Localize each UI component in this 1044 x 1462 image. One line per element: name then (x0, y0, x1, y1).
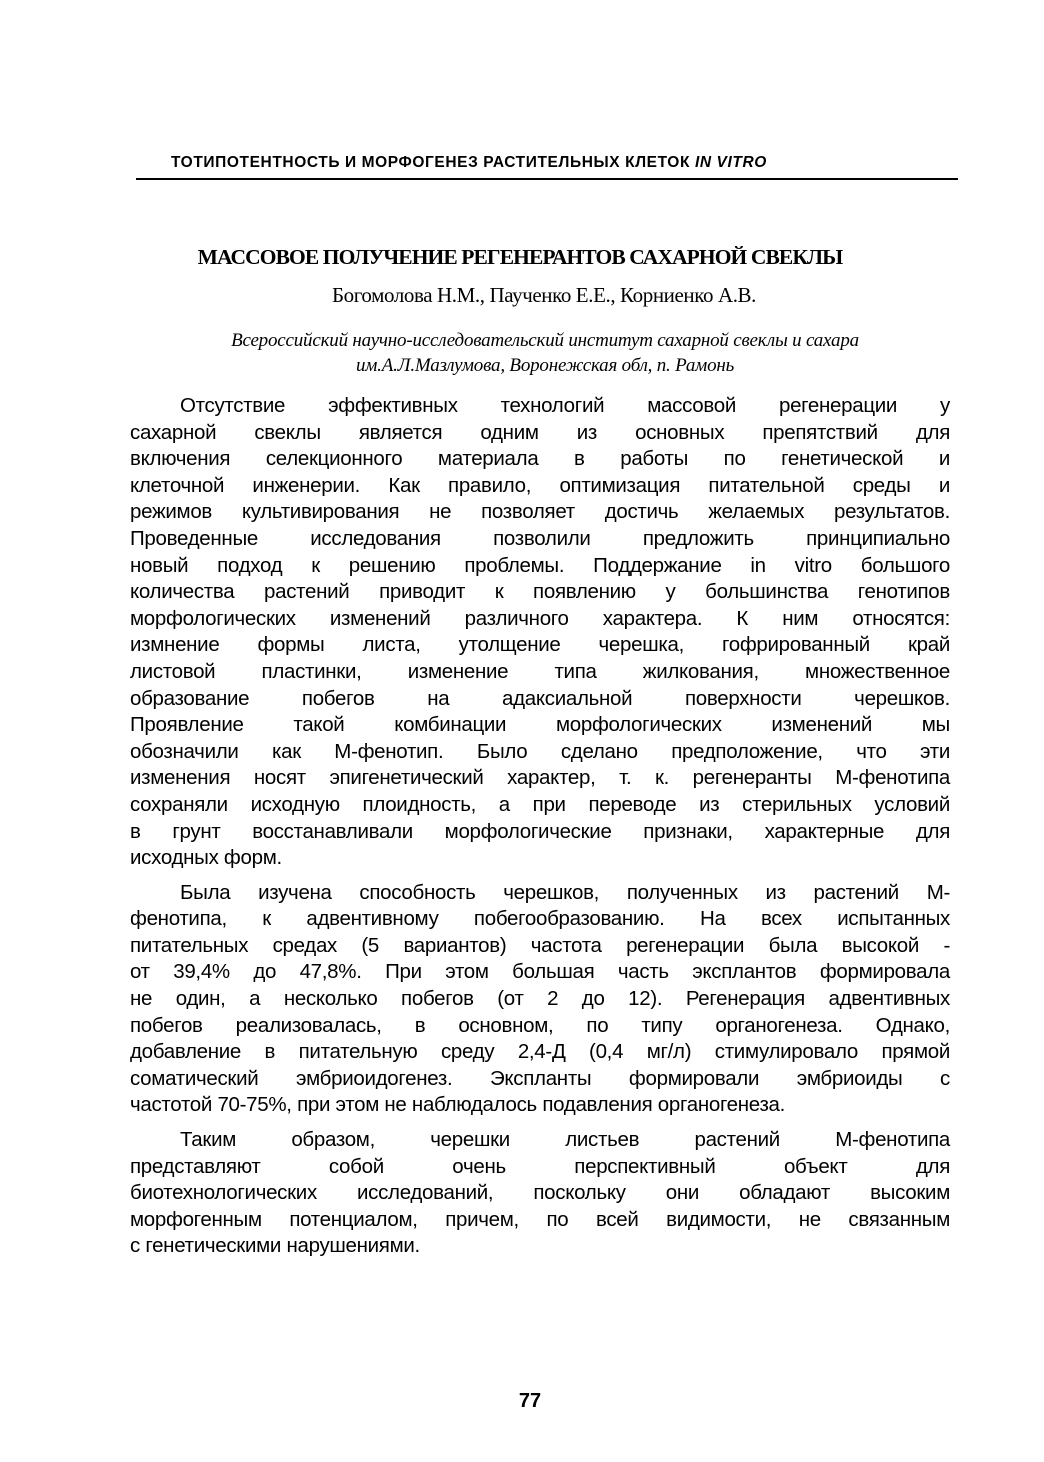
article-authors: Богомолова Н.М., Паученко Е.Е., Корниенко А.В. (331, 283, 757, 307)
paragraph-line: Отсутствие эффективных технологий массовой регенерации у (180, 394, 950, 417)
paragraph-line: питательных средах (5 вариантов) частота регенерации была высокой - (130, 933, 950, 957)
affiliation-line: им.А.Л.Мазлумова, Воронежская обл, п. Рамонь (355, 355, 735, 376)
paragraph-line: добавление в питательную среду 2,4-Д (0,4 мг/л) стимулировало прямой (130, 1040, 950, 1064)
paragraph-line: режимов культивирования не позволяет достичь желаемых результатов. (130, 500, 950, 524)
paragraph-line: образование побегов на адаксиальной поверхности черешков. (130, 686, 950, 710)
paragraph-line: измнение формы листа, утолщение черешка, гофрированный край (130, 633, 950, 657)
body-paragraph (130, 1127, 950, 1260)
page-number: 77 (518, 1390, 542, 1412)
body-paragraph (130, 880, 950, 1119)
article-title: МАССОВОЕ ПОЛУЧЕНИЕ РЕГЕНЕРАНТОВ САХАРНОЙ СВЕКЛЫ (197, 245, 843, 269)
paragraph-line: новый подход к решению проблемы. Поддержание in vitro большого (130, 553, 950, 577)
paragraph-line: листовой пластинки, изменение типа жилкования, множественное (130, 659, 950, 683)
paragraph-line: фенотипа, к адвентивному побегообразованию. На всех испытанных (130, 907, 950, 931)
running-head-in-vitro: IN VITRO (694, 154, 767, 171)
paragraph-line: морфологических изменений различного характера. К ним относятся: (130, 606, 950, 630)
paragraph-line: обозначили как М-фенотип. Было сделано предположение, что эти (130, 739, 950, 763)
affiliation-line: Всероссийский научно-исследовательский институт сахарной свеклы и сахара (231, 330, 859, 351)
paragraph-line: с генетическими нарушениями. (130, 1234, 420, 1258)
paragraph-line: от 39,4% до 47,8%. При этом большая часть эксплантов формировала (130, 960, 950, 984)
running-head-text: ТОТИПОТЕНТНОСТЬ И МОРФОГЕНЕЗ РАСТИТЕЛЬНЫХ КЛЕТОК IN VITRO (171, 154, 767, 171)
paragraph-line: сахарной свеклы является одним из основных препятствий для (130, 420, 950, 444)
paragraph-line: количества растений приводит к появлению у большинства генотипов (130, 580, 950, 604)
paragraph-line: клеточной инженерии. Как правило, оптимизация питательной среды и (130, 473, 950, 497)
paragraph-line: не один, а несколько побегов (от 2 до 12). Регенерация адвентивных (130, 987, 950, 1011)
paragraph-line: морфогенным потенциалом, причем, по всей видимости, не связанным (130, 1207, 950, 1231)
paragraph-line: биотехнологических исследований, поскольку они обладают высоким (130, 1181, 950, 1205)
paragraph-line: Таким образом, черешки листьев растений М-фенотипа (180, 1128, 950, 1152)
paragraph-line: исходных форм. (130, 846, 282, 870)
paragraph-line: в грунт восстанавливали морфологические признаки, характерные для (130, 819, 950, 843)
paragraph-line: Проявление такой комбинации морфологических изменений мы (130, 713, 950, 737)
paragraph-line: изменения носят эпигенетический характер, т. к. регенеранты М-фенотипа (130, 766, 950, 790)
paragraph-line: соматический эмбриоидогенез. Экспланты формировали эмбриоиды с (130, 1066, 950, 1090)
running-head (136, 154, 958, 180)
body-paragraph (130, 393, 950, 872)
article-body (130, 393, 950, 1268)
paragraph-line: Была изучена способность черешков, полученных из растений М- (180, 880, 950, 904)
paragraph-line: представляют собой очень перспективный объект для (130, 1154, 950, 1178)
article-affiliation (100, 328, 990, 378)
paragraph-line: Проведенные исследования позволили предложить принципиально (130, 526, 950, 550)
paragraph-line: побегов реализовалась, в основном, по типу органогенеза. Однако, (130, 1013, 950, 1037)
paragraph-line: сохраняли исходную плоидность, а при переводе из стерильных условий (130, 792, 950, 816)
paragraph-line: частотой 70-75%, при этом не наблюдалось подавления органогенеза. (130, 1093, 786, 1117)
paragraph-line: включения селекционного материала в работы по генетической и (130, 447, 950, 471)
